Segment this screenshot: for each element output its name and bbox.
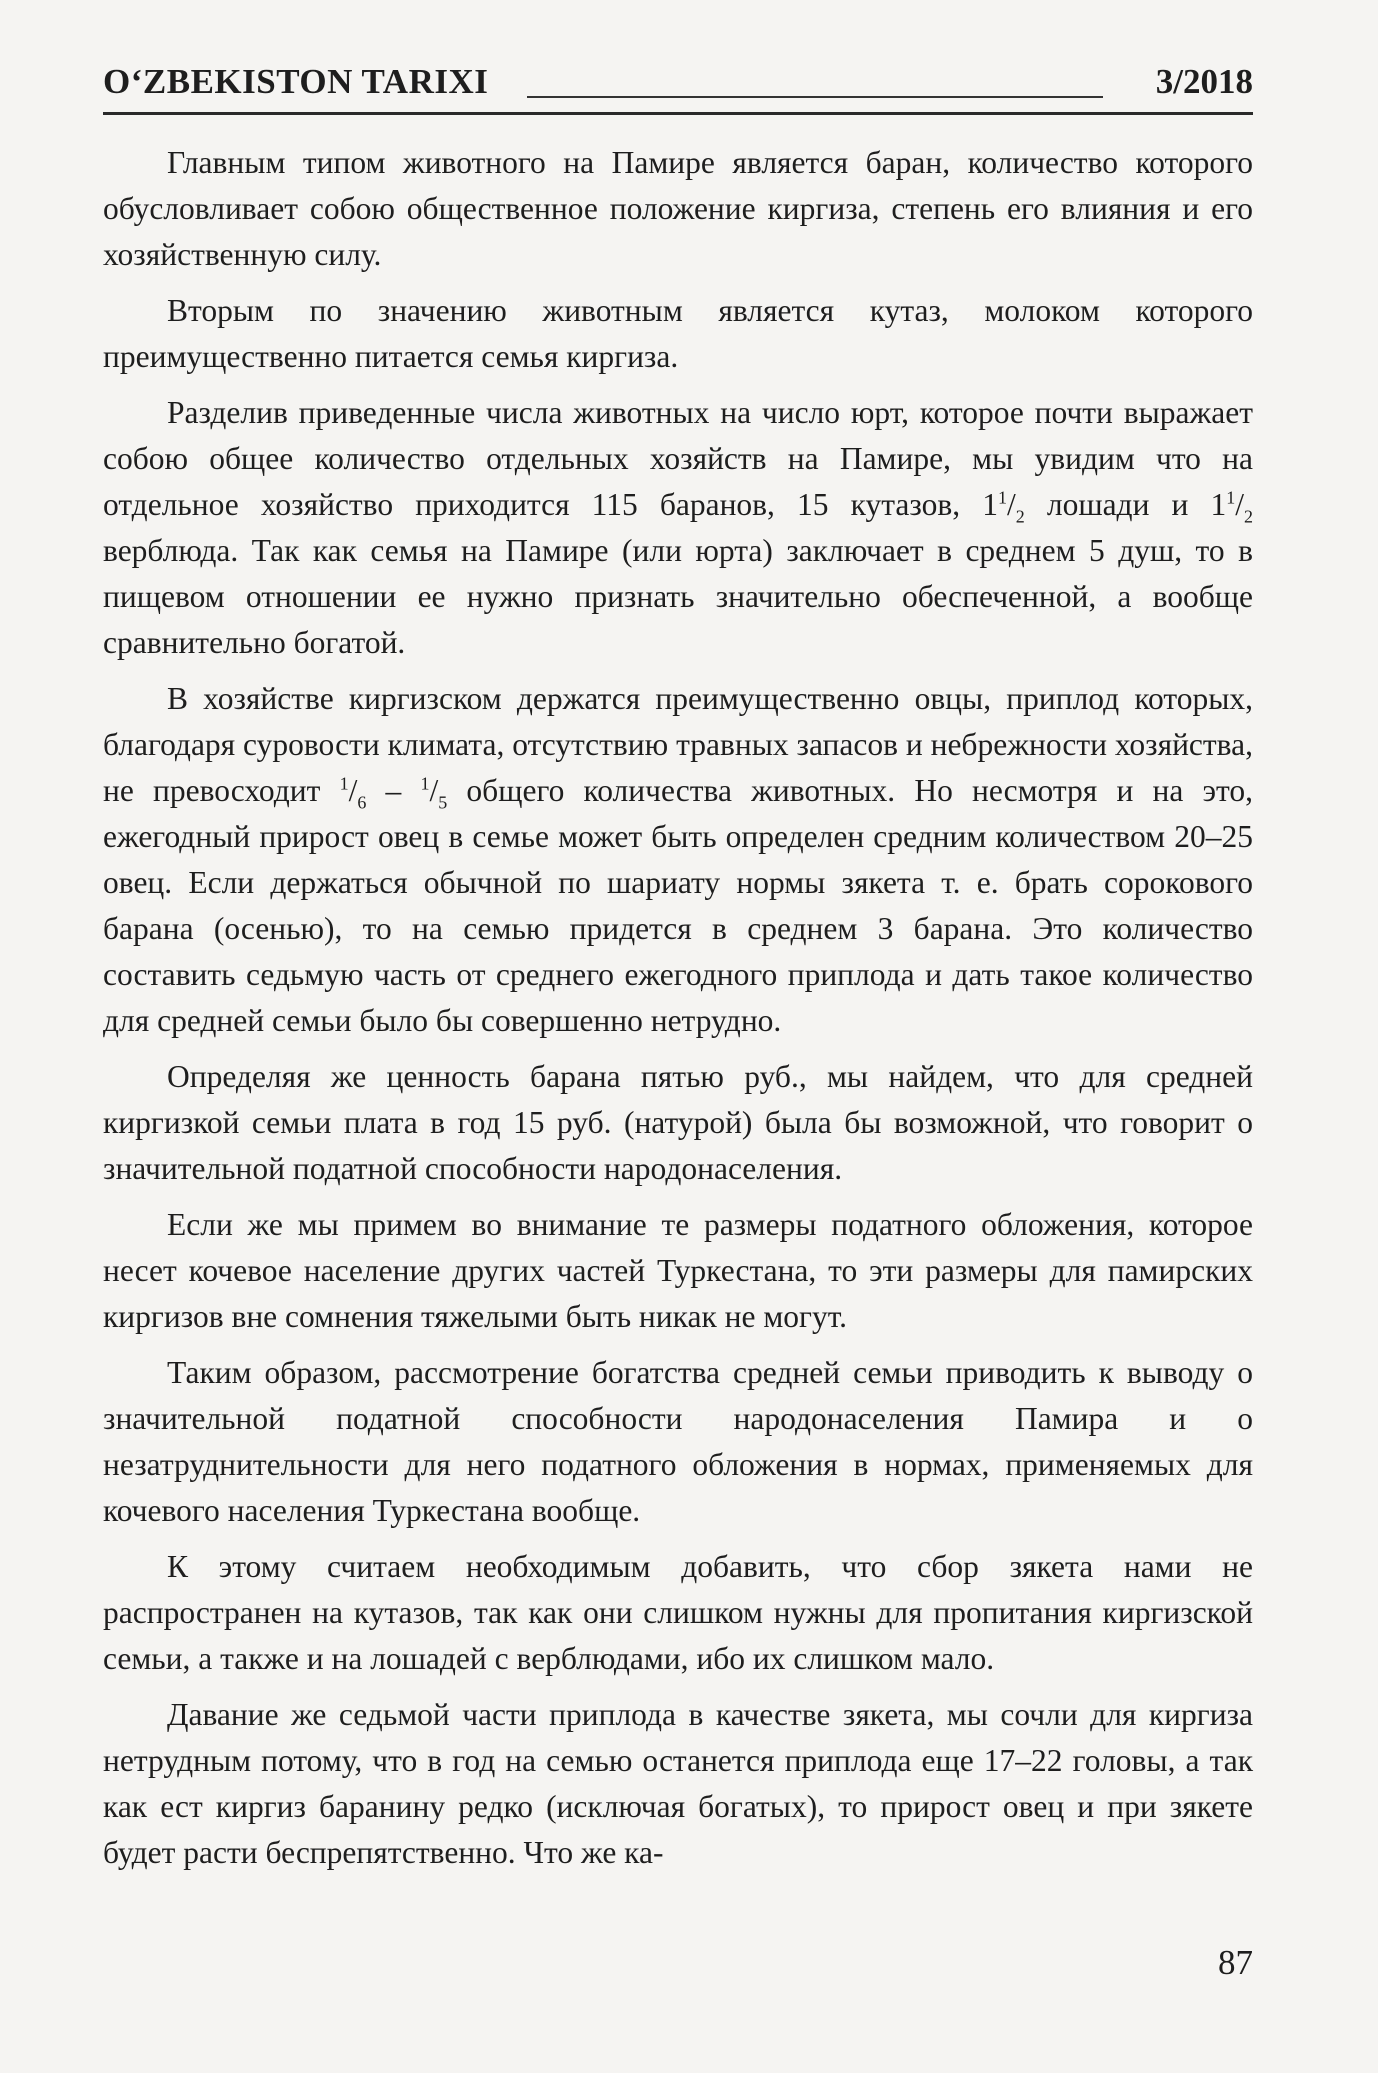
- fraction: $^1/_2$: [1226, 487, 1254, 527]
- running-header: [103, 52, 1253, 115]
- paragraph: Разделив приведенные числа животных на число юрт, которое почти выражает собою общее количество отдельных хозяйств на Памире, мы увидим что на отдельное хозяйство приходится 115 баранов, 15 кутазов, $1^1/_2$ лошади и $1^1/_2$ верблюда. Так как семья на Памире (или юрта) заключает в среднем 5 душ, то в пищевом отношении ее нужно признать значительно обеспеченной, а вообще сравнительно богатой.: [103, 395, 1254, 660]
- paragraph: К этому считаем необходимым добавить, что сбор зякета нами не распространен на кутазов, так как они слишком нужны для пропитания киргизской семьи, а также и на лошадей с верблюдами, ибо их слишком мало.: [103, 1549, 1253, 1676]
- paragraph: Главным типом животного на Памире является баран, количество которого обусловливает собою общественное положение киргиза, степень его влияния и его хозяйственную силу.: [103, 145, 1253, 272]
- paragraph: В хозяйстве киргизском держатся преимущественно овцы, приплод которых, благодаря суровости климата, отсутствию травных запасов и небрежности хозяйства, не превосходит $^1/_6 - ^1/_5$ общего количества животных. Но несмотря и на это, ежегодный прирост овец в семье может быть определен средним количеством 20–25 овец. Если держаться обычной по шариату нормы зякета т. е. брать сорокового барана (осенью), то на семью придется в среднем 3 барана. Это количество составить седьмую часть от среднего ежегодного приплода и дать такое количество для средней семьи было бы совершенно нетрудно.: [103, 681, 1253, 1038]
- body-text: [103, 140, 1253, 1886]
- fraction: $^1/_6$: [339, 773, 367, 813]
- paragraph: Вторым по значению животным является кутаз, молоком которого преимущественно питается семья киргиза.: [103, 293, 1253, 374]
- page-number: 87: [1218, 1943, 1253, 1982]
- issue-number: 3/2018: [1155, 62, 1253, 101]
- paragraph: Таким образом, рассмотрение богатства средней семьи приводить к выводу о значительной податной способности народонаселения Памира и о незатруднительности для него податного обложения в нормах, применяемых для кочевого населения Туркестана вообще.: [103, 1355, 1253, 1528]
- paragraph: Давание же седьмой части приплода в качестве зякета, мы сочли для киргиза нетрудным потому, что в год на семью останется приплода еще 17–22 головы, а так как ест киргиз баранину редко (исключая богатых), то прирост овец и при зякете будет расти беспрепятственно. Что же ка-: [103, 1697, 1253, 1870]
- header-rule: [527, 96, 1103, 98]
- fraction: $^1/_5$: [420, 773, 448, 813]
- paragraph: Если же мы примем во внимание те размеры податного обложения, которое несет кочевое население других частей Туркестана, то эти размеры для памирских киргизов вне сомнения тяжелыми быть никак не могут.: [103, 1207, 1253, 1334]
- journal-title: O‘ZBEKISTON TARIXI: [103, 62, 489, 101]
- fraction: $^1/_2$: [997, 487, 1025, 527]
- paragraph: Определяя же ценность барана пятью руб., мы найдем, что для средней киргизкой семьи плата в год 15 руб. (натурой) была бы возможной, что говорит о значительной податной способности народонаселения.: [103, 1059, 1253, 1186]
